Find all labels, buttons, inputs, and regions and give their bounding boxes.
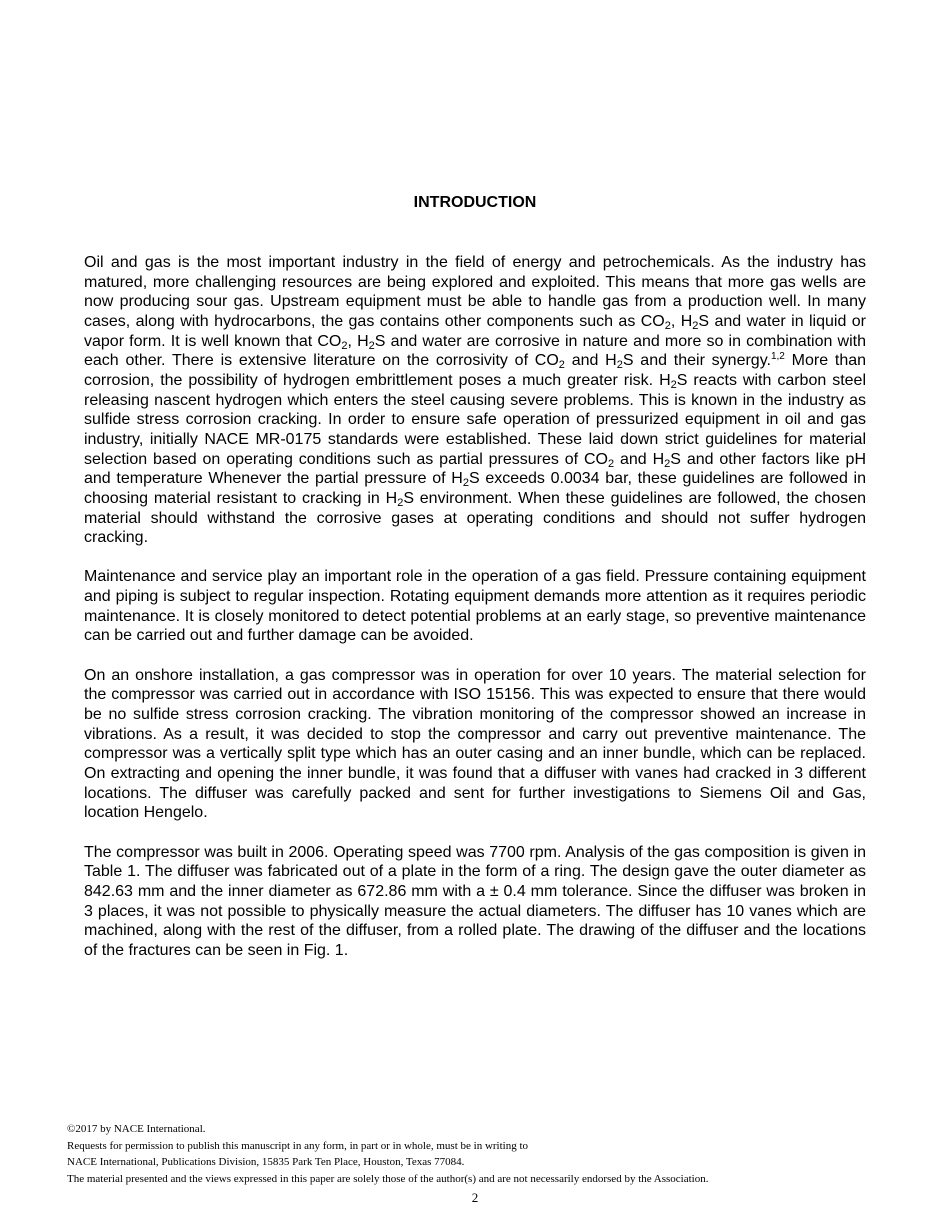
paragraph: [84, 843, 866, 961]
text-run: On an onshore installation, a gas compressor was in operation for over 10 years. The material selection for the compressor was carried out in accordance with ISO 15156. This was expected to ensure that there would be no sulfide stress corrosion cracking. The vibration monitoring of the compressor showed an increase in vibrations. As a result, it was decided to stop the compressor and carry out preventive maintenance. The compressor was a vertically split type which has an outer casing and an inner bundle, which can be replaced. On extracting and opening the inner bundle, it was found that a diffuser with vanes had cracked in 3 different locations. The diffuser was carefully packed and sent for further investigations to Siemens Oil and Gas, location Hengelo.: [84, 666, 866, 822]
footer-copyright: ©2017 by NACE International.: [67, 1123, 206, 1135]
footer-address-line: NACE International, Publications Division, 15835 Park Ten Place, Houston, Texas 77084.: [67, 1156, 465, 1169]
text-run: , H: [347, 332, 369, 350]
subscript: 2: [692, 319, 699, 332]
text-run: S exceeds 0.0034 bar, these guidelines are followed in choosing material resistant to cracking in H: [84, 470, 866, 507]
page-number: 2: [471, 1190, 479, 1205]
footer-notice: [67, 1121, 887, 1187]
section-heading: INTRODUCTION: [413, 194, 537, 211]
text-run: S and water in liquid or vapor form. It is well known that CO: [84, 312, 866, 350]
subscript: 2: [368, 339, 375, 352]
text-run: and H: [564, 352, 617, 370]
subscript: 2: [397, 496, 404, 509]
subscript: 2: [462, 477, 469, 490]
subscript: 2: [664, 457, 671, 470]
text-run: Oil and gas is the most important industry in the field of energy and petrochemicals. As the industry has matured, more challenging resources are being explored and exploited. This means that more gas wells are now producing sour gas. Upstream equipment must be able to handle gas from a production well. In many cases, along with hydrocarbons, the gas contains other components such as CO: [84, 254, 866, 330]
subscript: 2: [341, 339, 348, 352]
text-run: More than corrosion, the possibility of hydrogen embrittlement poses a much greater risk. H: [84, 352, 867, 389]
subscript: 2: [670, 378, 677, 391]
body-text: [84, 253, 866, 980]
text-run: S and water are corrosive in nature and more so in combination with each other. There is extensive literature on the corrosivity of CO: [84, 332, 867, 370]
subscript: 2: [558, 359, 565, 372]
subscript: 2: [616, 359, 623, 372]
subscript: 2: [608, 457, 615, 470]
footer-permission-line: Requests for permission to publish this manuscript in any form, in part or in whole, must be in writing to: [67, 1139, 529, 1152]
footer-disclaimer: The material presented and the views expressed in this paper are solely those of the author(s) and are not necessarily endorsed by the Association.: [67, 1172, 709, 1185]
subscript: 2: [664, 319, 671, 332]
paragraph: [84, 253, 866, 548]
text-run: Maintenance and service play an important role in the operation of a gas field. Pressure containing equipment and piping is subject to regular inspection. Rotating equipment demands more attention as it requires periodic maintenance. It is closely monitored to detect potential problems at an early stage, so preventive maintenance can be carried out and further damage can be avoided.: [84, 568, 866, 645]
text-run: S and other factors like pH and temperature Whenever the partial pressure of H: [84, 450, 866, 488]
text-run: S and their synergy.: [622, 352, 771, 370]
text-run: and H: [614, 450, 665, 468]
paragraph: [84, 666, 866, 823]
text-run: The compressor was built in 2006. Operating speed was 7700 rpm. Analysis of the gas composition is given in Table 1. The diffuser was fabricated out of a plate in the form of a ring. The design gave the outer diameter as 842.63 mm and the inner diameter as 672.86 mm with a ± 0.4 mm tolerance. Since the diffuser was broken in 3 places, it was not possible to physically measure the actual diameters. The diffuser has 10 vanes which are machined, along with the rest of the diffuser, from a rolled plate. The drawing of the diffuser and the locations of the fractures can be seen in Fig. 1.: [84, 843, 866, 959]
paragraph: [84, 567, 866, 646]
citation-superscript: 1,2: [770, 351, 785, 363]
text-run: S environment. When these guidelines are followed, the chosen material should withstand the corrosive gases at operating conditions and should not suffer hydrogen cracking.: [84, 489, 867, 547]
text-run: , H: [670, 312, 693, 330]
text-run: S reacts with carbon steel releasing nascent hydrogen which enters the steel causing severe problems. This is known in the industry as sulfide stress corrosion cracking. In order to ensure safe operation of pressurized equipment in oil and gas industry, initially NACE MR-0175 standards were established. These laid down strict guidelines for material selection based on operating conditions such as partial pressures of CO: [84, 371, 866, 468]
